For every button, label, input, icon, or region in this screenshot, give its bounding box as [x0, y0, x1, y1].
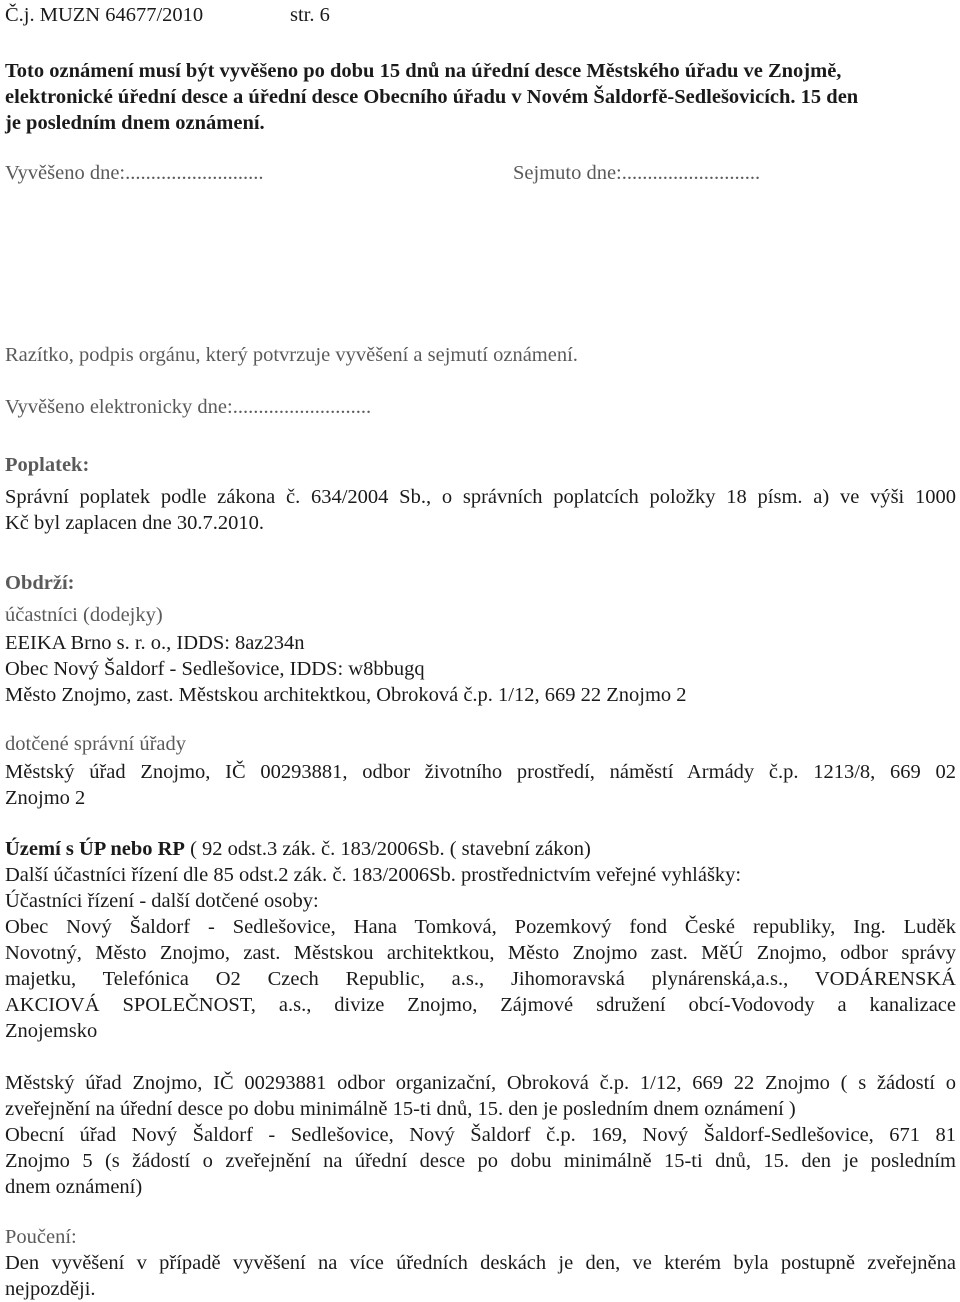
removed-date-field: Sejmuto dne:...........................: [513, 162, 761, 184]
other-participants-line: Další účastníci řízení dle 85 odst.2 zák. č. 183/2006Sb. prostřednictvím veřejné vyhlášky:: [5, 864, 742, 886]
posting-row: [5, 160, 956, 186]
territory-heading-bold: Území s ÚP nebo RP: [5, 838, 185, 860]
affected-person-line: Znojemsko: [5, 1020, 98, 1042]
participant-item: Obec Nový Šaldorf - Sedlešovice, IDDS: w8bbugq: [5, 658, 425, 680]
village-office-line-2: Znojmo 5 (s žádostí o zveřejnění na úřední desce po dobu minimálně 15-ti dnů, 15. den je posledním: [5, 1150, 956, 1172]
territory-heading-rest: ( 92 odst.3 zák. č. 183/2006Sb. ( stavební zákon): [184, 838, 591, 860]
document-reference: [5, 2, 956, 28]
recipients-heading: Obdrží:: [5, 572, 75, 594]
authority-line-1: Městský úřad Znojmo, IČ 00293881, odbor životního prostředí, náměstí Armády č.p. 1213/8, 669 02: [5, 761, 956, 783]
affected-person-line: Novotný, Město Znojmo, zast. Městskou architektkou, Město Znojmo zast. MěÚ Znojmo, odbor správy: [5, 942, 956, 964]
municipal-office-line-1: Městský úřad Znojmo, IČ 00293881 odbor organizační, Obroková č.p. 1/12, 669 22 Znojmo ( s žádostí o: [5, 1072, 956, 1094]
instruction-heading: Poučení:: [5, 1226, 77, 1248]
posted-date-field: Vyvěšeno dne:...........................: [5, 162, 264, 184]
village-office-line-1: Obecní úřad Nový Šaldorf - Sedlešovice, Nový Šaldorf č.p. 169, Nový Šaldorf-Sedlešovice, 671 81: [5, 1124, 956, 1146]
territory-heading: [5, 836, 956, 862]
reference-number: Č.j. MUZN 64677/2010: [5, 4, 204, 26]
participants-label: účastníci (dodejky): [5, 604, 163, 626]
fee-line-2: Kč byl zaplacen dne 30.7.2010.: [5, 512, 265, 534]
authority-line-2: Znojmo 2: [5, 787, 86, 809]
affected-person-line: majetku, Telefónica O2 Czech Republic, a.s., Jihomoravská plynárenská,a.s., VODÁRENSKÁ: [5, 968, 956, 990]
authorities-label: dotčené správní úřady: [5, 733, 187, 755]
electronic-posted-field: Vyvěšeno elektronicky dne:...........................: [5, 396, 372, 418]
stamp-note: Razítko, podpis orgánu, který potvrzuje vyvěšení a sejmutí oznámení.: [5, 344, 578, 366]
notice-line-1: Toto oznámení musí být vyvěšeno po dobu 15 dnů na úřední desce Městského úřadu ve Znojmě,: [5, 60, 842, 82]
instruction-line-1: Den vyvěšení v případě vyvěšení na více úředních deskách je den, ve kterém byla postupně zveřejněna: [5, 1252, 956, 1274]
municipal-office-line-2: zveřejnění na úřední desce po dobu minimálně 15-ti dnů, 15. den je posledním dnem oznámení ): [5, 1098, 796, 1120]
affected-person-line: Obec Nový Šaldorf - Sedlešovice, Hana Tomková, Pozemkový fond České republiky, Ing. Luděk: [5, 916, 956, 938]
village-office-line-3: dnem oznámení): [5, 1176, 143, 1198]
fee-heading: Poplatek:: [5, 454, 90, 476]
notice-line-2: elektronické úřední desce a úřední desce Obecního úřadu v Novém Šaldorfě-Sedlešovicích. 15 den: [5, 86, 859, 108]
participant-item: EEIKA Brno s. r. o., IDDS: 8az234n: [5, 632, 305, 654]
affected-person-line: AKCIOVÁ SPOLEČNOST, a.s., divize Znojmo, Zájmové sdružení obcí-Vodovody a kanalizace: [5, 994, 956, 1016]
participant-item: Město Znojmo, zast. Městskou architektkou, Obroková č.p. 1/12, 669 22 Znojmo 2: [5, 684, 687, 706]
page-number: str. 6: [290, 4, 330, 26]
instruction-line-2: nejpozději.: [5, 1278, 96, 1300]
fee-line-1: Správní poplatek podle zákona č. 634/2004 Sb., o správních poplatcích položky 18 písm. a) ve výši 1000: [5, 486, 956, 508]
notice-line-3: je posledním dnem oznámení.: [5, 112, 265, 134]
affected-persons-label: Účastníci řízení - další dotčené osoby:: [5, 890, 319, 912]
